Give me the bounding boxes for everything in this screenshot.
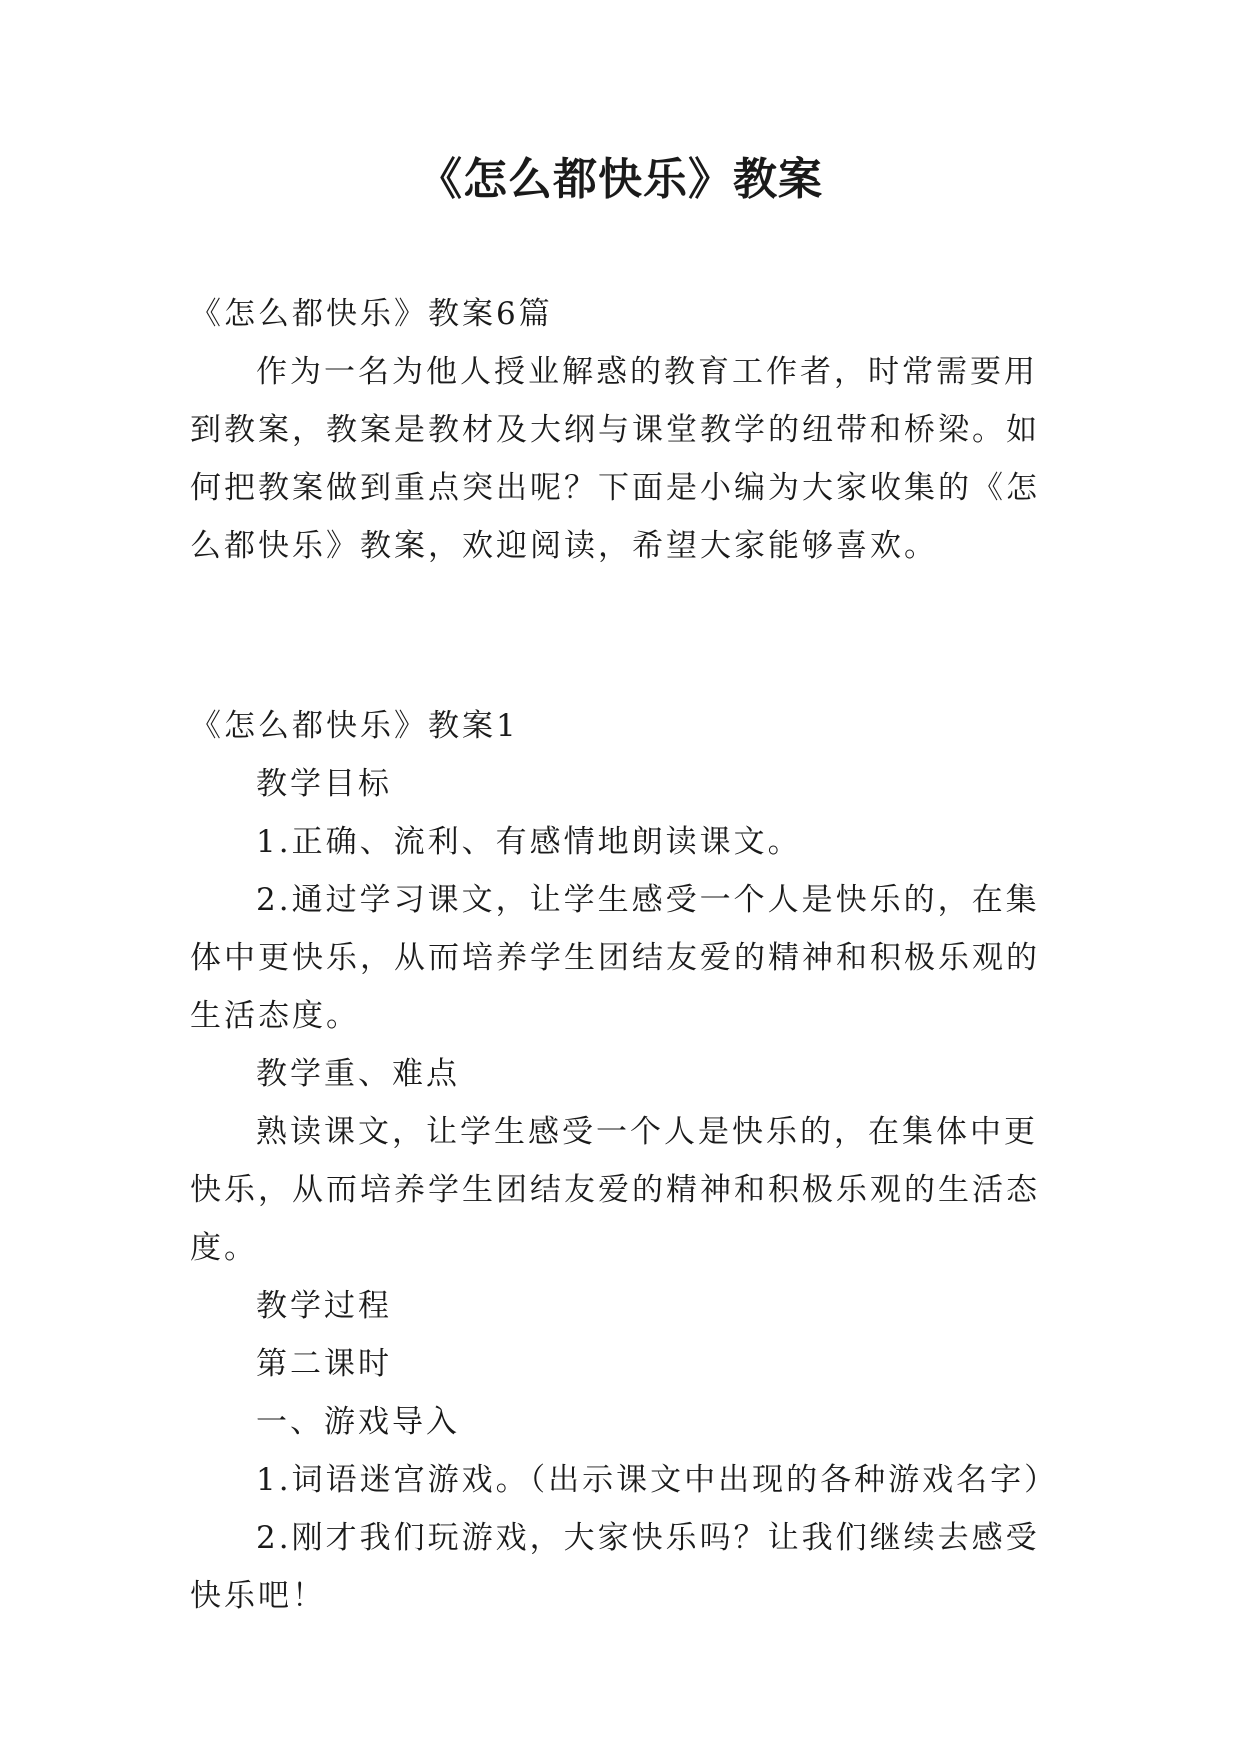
intro-paragraph: 作为一名为他人授业解惑的教育工作者，时常需要用到教案，教案是教材及大纲与课堂教学的纽带和桥梁。如何把教案做到重点突出呢？下面是小编为大家收集的《怎么都快乐》教案，欢迎阅读，希望大家能够喜欢。 xyxy=(190,354,1040,564)
document-title: 《怎么都快乐》教案 xyxy=(418,154,823,205)
paragraph: 一、游戏导入 xyxy=(256,1404,460,1440)
paragraph: 教学目标 xyxy=(256,766,392,802)
intro-block xyxy=(190,285,1060,575)
paragraph: 2.通过学习课文，让学生感受一个人是快乐的，在集体中更快乐，从而培养学生团结友爱的精神和积极乐观的生活态度。 xyxy=(190,882,1040,1034)
section-1 xyxy=(190,697,1060,1625)
paragraph: 1.词语迷宫游戏。（出示课文中出现的各种游戏名字） xyxy=(256,1462,1059,1498)
paragraph: 教学重、难点 xyxy=(256,1056,460,1092)
paragraph: 熟读课文，让学生感受一个人是快乐的，在集体中更快乐，从而培养学生团结友爱的精神和积极乐观的生活态度。 xyxy=(190,1114,1040,1266)
series-heading: 《怎么都快乐》教案6篇 xyxy=(190,296,553,332)
paragraph: 2.刚才我们玩游戏，大家快乐吗？让我们继续去感受快乐吧！ xyxy=(190,1520,1040,1614)
paragraph: 教学过程 xyxy=(256,1288,392,1324)
paragraph: 1.正确、流利、有感情地朗读课文。 xyxy=(256,824,802,860)
paragraph: 第二课时 xyxy=(256,1346,392,1382)
section-heading: 《怎么都快乐》教案1 xyxy=(190,708,519,744)
